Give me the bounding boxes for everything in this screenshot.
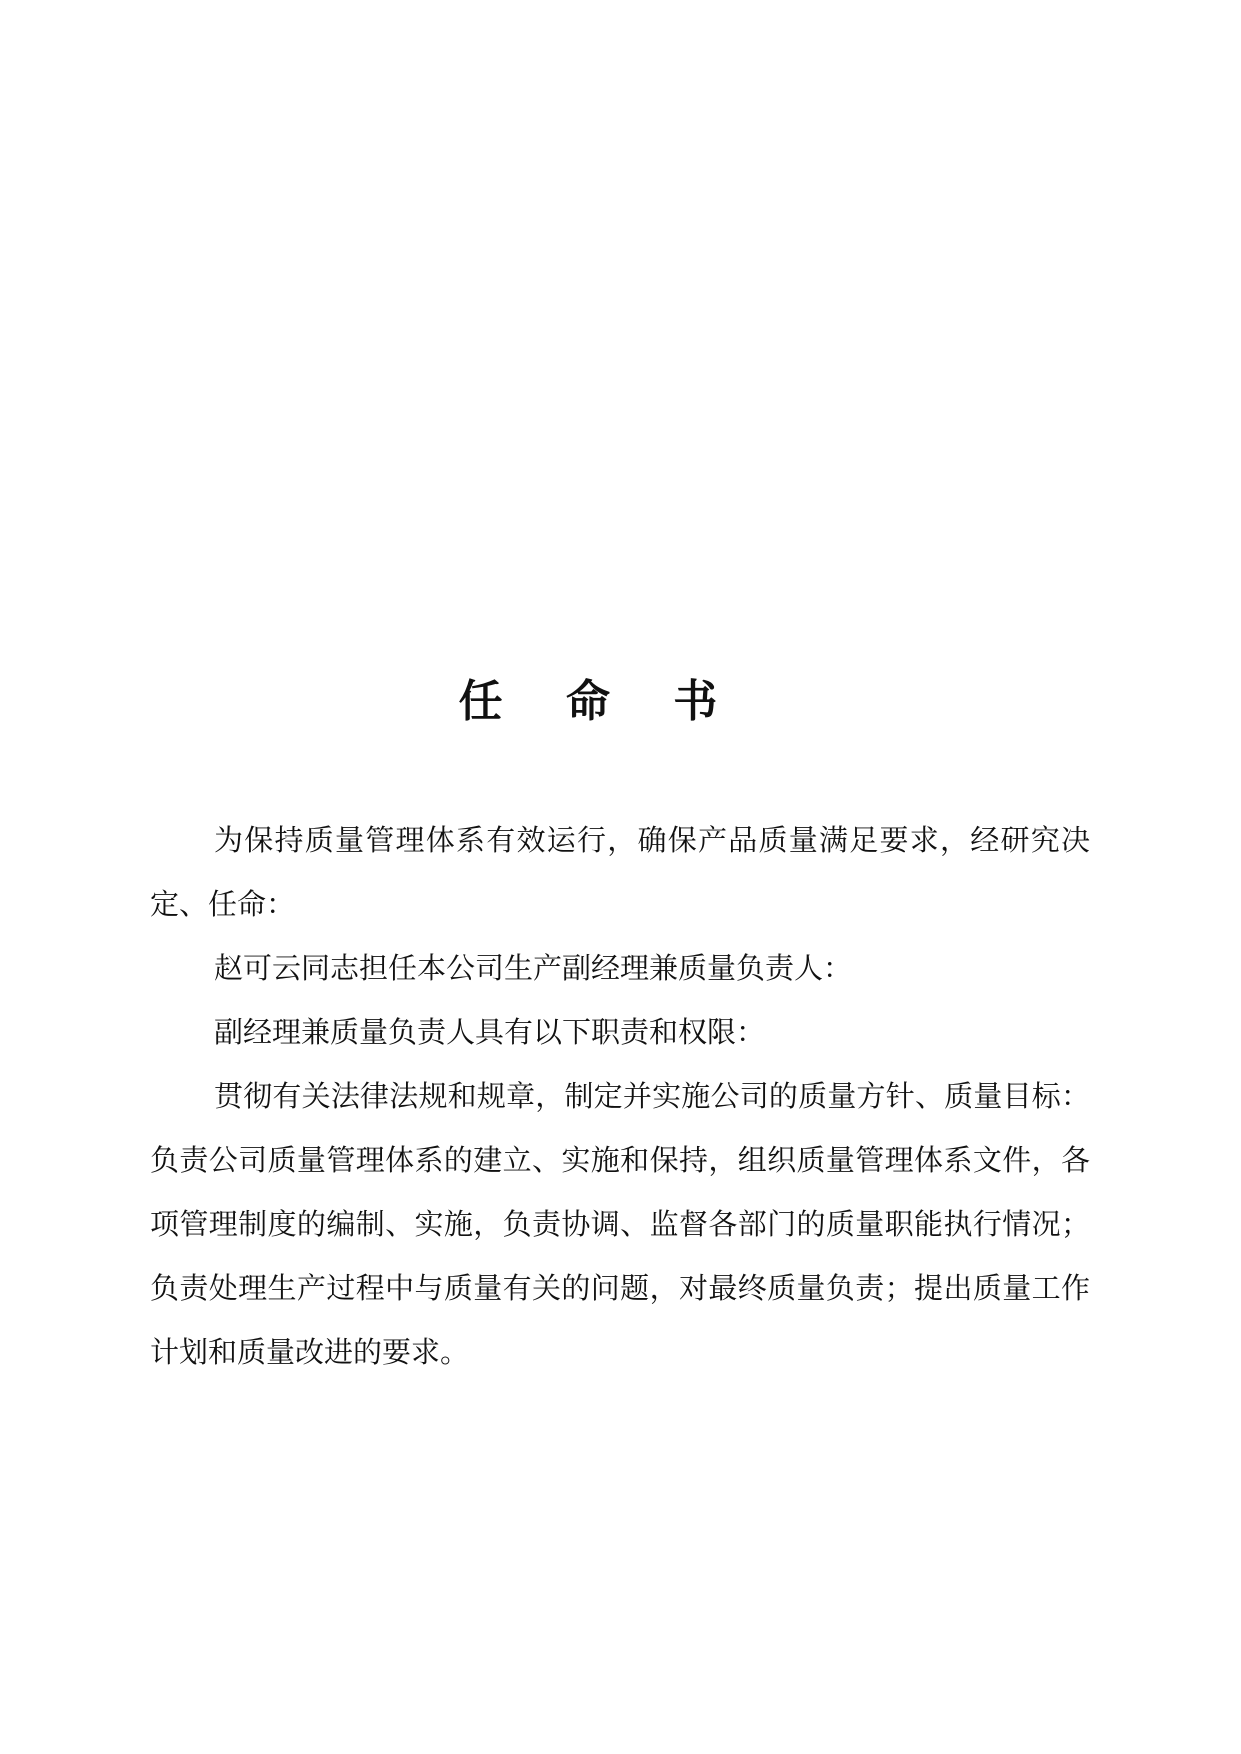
paragraph-appointment: 赵可云同志担任本公司生产副经理兼质量负责人： <box>214 951 853 985</box>
paragraph-intro: 为保持质量管理体系有效运行，确保产品质量满足要求，经研究决定、任命： <box>150 823 1090 921</box>
paragraph-duties: 贯彻有关法律法规和规章，制定并实施公司的质量方针、质量目标：负责公司质量管理体系的建立、实施和保持，组织质量管理体系文件，各项管理制度的编制、实施，负责协调、监督各部门的质量职能执行情况；负责处理生产过程中与质量有关的问题，对最终质量负责；提出质量工作计划和质量改进的要求。 <box>150 1079 1090 1369</box>
paragraph-duties-heading: 副经理兼质量负责人具有以下职责和权限： <box>214 1015 766 1049</box>
document-body <box>150 808 1090 1384</box>
document-title: 任 命 书 <box>458 676 742 727</box>
